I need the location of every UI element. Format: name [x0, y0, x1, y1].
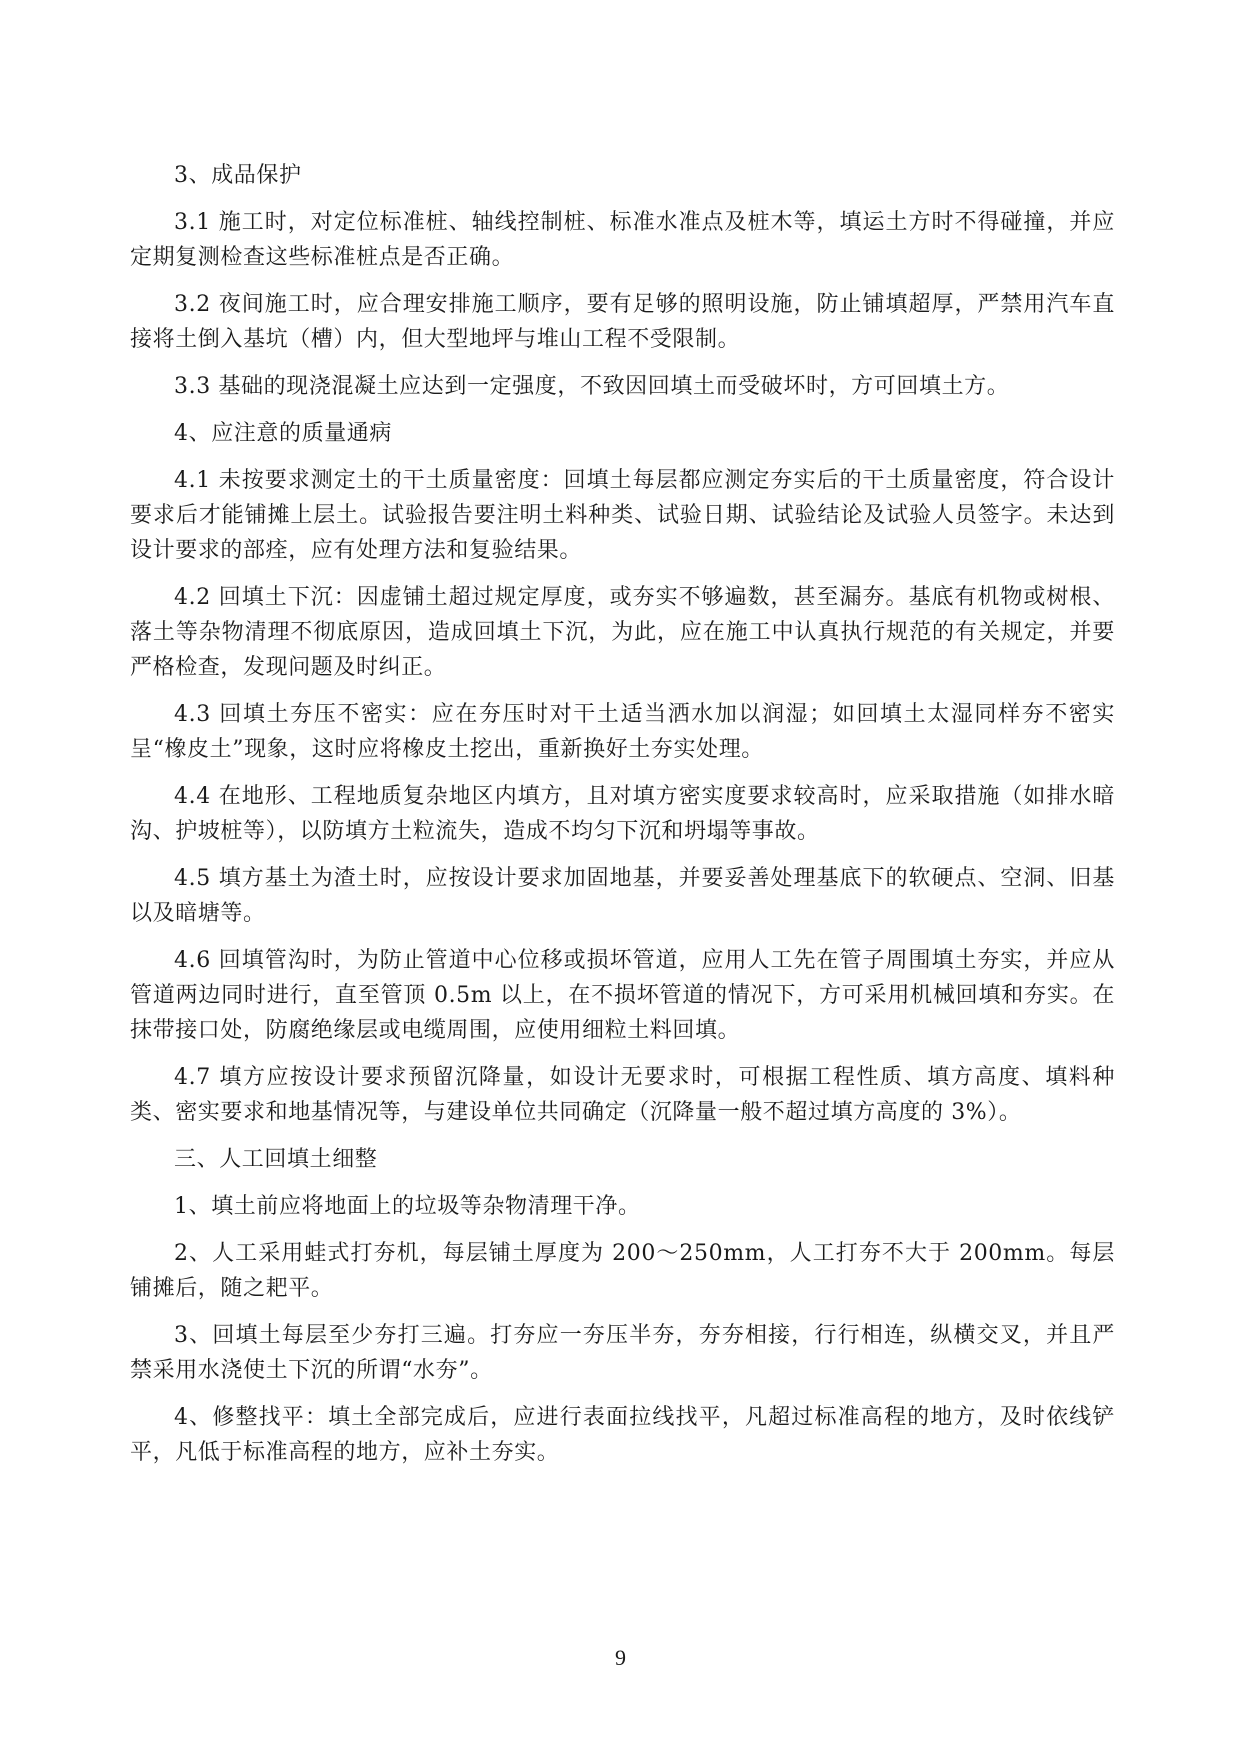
paragraph-step-2: 2、人工采用蛙式打夯机，每层铺土厚度为 200～250mm，人工打夯不大于 200mm。每层铺摊后，随之耙平。	[130, 1241, 1115, 1301]
section-heading-quality-issues: 4、应注意的质量通病	[174, 421, 392, 446]
page-number: 9	[615, 1645, 626, 1670]
paragraph-4-2: 4.2 回填土下沉：因虚铺土超过规定厚度，或夯实不够遍数，甚至漏夯。基底有机物或树根、落土等杂物清理不彻底原因，造成回填土下沉，为此，应在施工中认真执行规范的有关规定，并要严格检查，发现问题及时纠正。	[130, 585, 1115, 680]
paragraph-3-3: 3.3 基础的现浇混凝土应达到一定强度，不致因回填土而受破坏时，方可回填土方。	[174, 374, 1010, 399]
section-heading-product-protection: 3、成品保护	[174, 163, 302, 188]
paragraph-4-3: 4.3 回填土夯压不密实：应在夯压时对干土适当洒水加以润湿；如回填土太湿同样夯不密实呈“橡皮土”现象，这时应将橡皮土挖出，重新换好土夯实处理。	[130, 702, 1115, 762]
paragraph-3-1: 3.1 施工时，对定位标准桩、轴线控制桩、标准水准点及桩木等，填运土方时不得碰撞，并应定期复测检查这些标准桩点是否正确。	[130, 210, 1115, 270]
paragraph-step-4: 4、修整找平：填土全部完成后，应进行表面拉线找平，凡超过标准高程的地方，及时依线铲平，凡低于标准高程的地方，应补土夯实。	[130, 1405, 1115, 1465]
document-body	[130, 158, 1115, 1482]
paragraph-4-4: 4.4 在地形、工程地质复杂地区内填方，且对填方密实度要求较高时，应采取措施（如排水暗沟、护坡桩等），以防填方土粒流失，造成不均匀下沉和坍塌等事故。	[130, 784, 1115, 844]
paragraph-4-6: 4.6 回填管沟时，为防止管道中心位移或损坏管道，应用人工先在管子周围填土夯实，并应从管道两边同时进行，直至管顶 0.5m 以上，在不损坏管道的情况下，方可采用机械回填和夯实。在抹带接口处，防腐绝缘层或电缆周围，应使用细粒土料回填。	[130, 948, 1115, 1043]
paragraph-4-5: 4.5 填方基土为渣土时，应按设计要求加固地基，并要妥善处理基底下的软硬点、空洞、旧基以及暗塘等。	[130, 866, 1115, 926]
paragraph-step-3: 3、回填土每层至少夯打三遍。打夯应一夯压半夯，夯夯相接，行行相连，纵横交叉，并且严禁采用水浇使土下沉的所谓“水夯”。	[130, 1323, 1115, 1383]
paragraph-4-7: 4.7 填方应按设计要求预留沉降量，如设计无要求时，可根据工程性质、填方高度、填料种类、密实要求和地基情况等，与建设单位共同确定（沉降量一般不超过填方高度的 3%）。	[130, 1065, 1115, 1125]
section-heading-manual-backfill: 三、人工回填土细整	[174, 1147, 378, 1172]
paragraph-step-1: 1、填土前应将地面上的垃圾等杂物清理干净。	[174, 1194, 641, 1219]
paragraph-4-1: 4.1 未按要求测定土的干土质量密度：回填土每层都应测定夯实后的干土质量密度，符合设计要求后才能铺摊上层土。试验报告要注明土料种类、试验日期、试验结论及试验人员签字。未达到设计要求的部痊，应有处理方法和复验结果。	[130, 468, 1115, 563]
paragraph-3-2: 3.2 夜间施工时，应合理安排施工顺序，要有足够的照明设施，防止铺填超厚，严禁用汽车直接将土倒入基坑（槽）内，但大型地坪与堆山工程不受限制。	[130, 292, 1115, 352]
